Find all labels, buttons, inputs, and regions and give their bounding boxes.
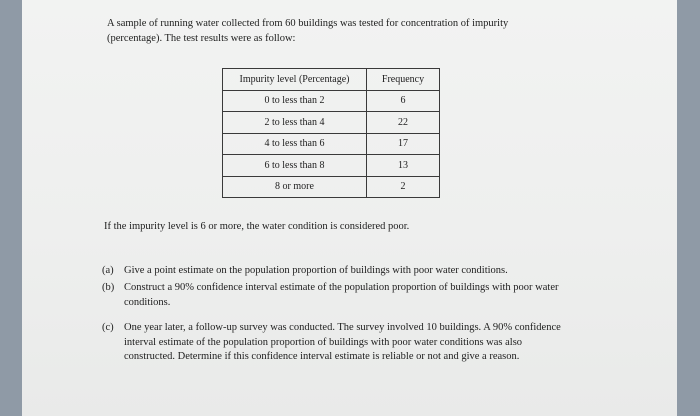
impurity-cell: 6 to less than 8: [223, 155, 367, 177]
impurity-cell: 4 to less than 6: [223, 133, 367, 155]
table-row: [223, 176, 440, 198]
impurity-cell: 8 or more: [223, 176, 367, 198]
frequency-cell: 22: [367, 112, 440, 134]
question-text: One year later, a follow-up survey was conducted. The survey involved 10 buildings. A 90% confidence interval estimate of the population proportion of buildings with poor water conditions was also constructed. Determine if this confidence interval estimate is reliable or not and give a reason.: [124, 322, 561, 362]
question-c: [102, 321, 572, 365]
frequency-cell: 6: [367, 90, 440, 112]
header-impurity-level: Impurity level (Percentage): [223, 69, 367, 91]
document-page: [22, 0, 677, 416]
question-label: (b): [102, 282, 115, 293]
table-row: [223, 155, 440, 177]
frequency-table: [222, 68, 440, 198]
poor-condition-note: If the impurity level is 6 or more, the water condition is considered poor.: [104, 221, 410, 232]
table-row: [223, 133, 440, 155]
table-row: [223, 90, 440, 112]
impurity-cell: 2 to less than 4: [223, 112, 367, 134]
table-row: [223, 112, 440, 134]
header-frequency: Frequency: [367, 69, 440, 91]
question-b: [102, 281, 572, 310]
question-text: Give a point estimate on the population proportion of buildings with poor water conditions.: [124, 265, 508, 276]
impurity-cell: 0 to less than 2: [223, 90, 367, 112]
question-a: [102, 264, 572, 279]
frequency-cell: 13: [367, 155, 440, 177]
question-label: (c): [102, 322, 114, 333]
frequency-cell: 2: [367, 176, 440, 198]
intro-paragraph: A sample of running water collected from 60 buildings was tested for concentration of impurity (percentage). The test results were as follow:: [107, 18, 509, 44]
frequency-cell: 17: [367, 133, 440, 155]
question-text: Construct a 90% confidence interval estimate of the population proportion of buildings with poor water conditions.: [124, 282, 559, 308]
question-label: (a): [102, 265, 114, 276]
table-header-row: [223, 69, 440, 91]
